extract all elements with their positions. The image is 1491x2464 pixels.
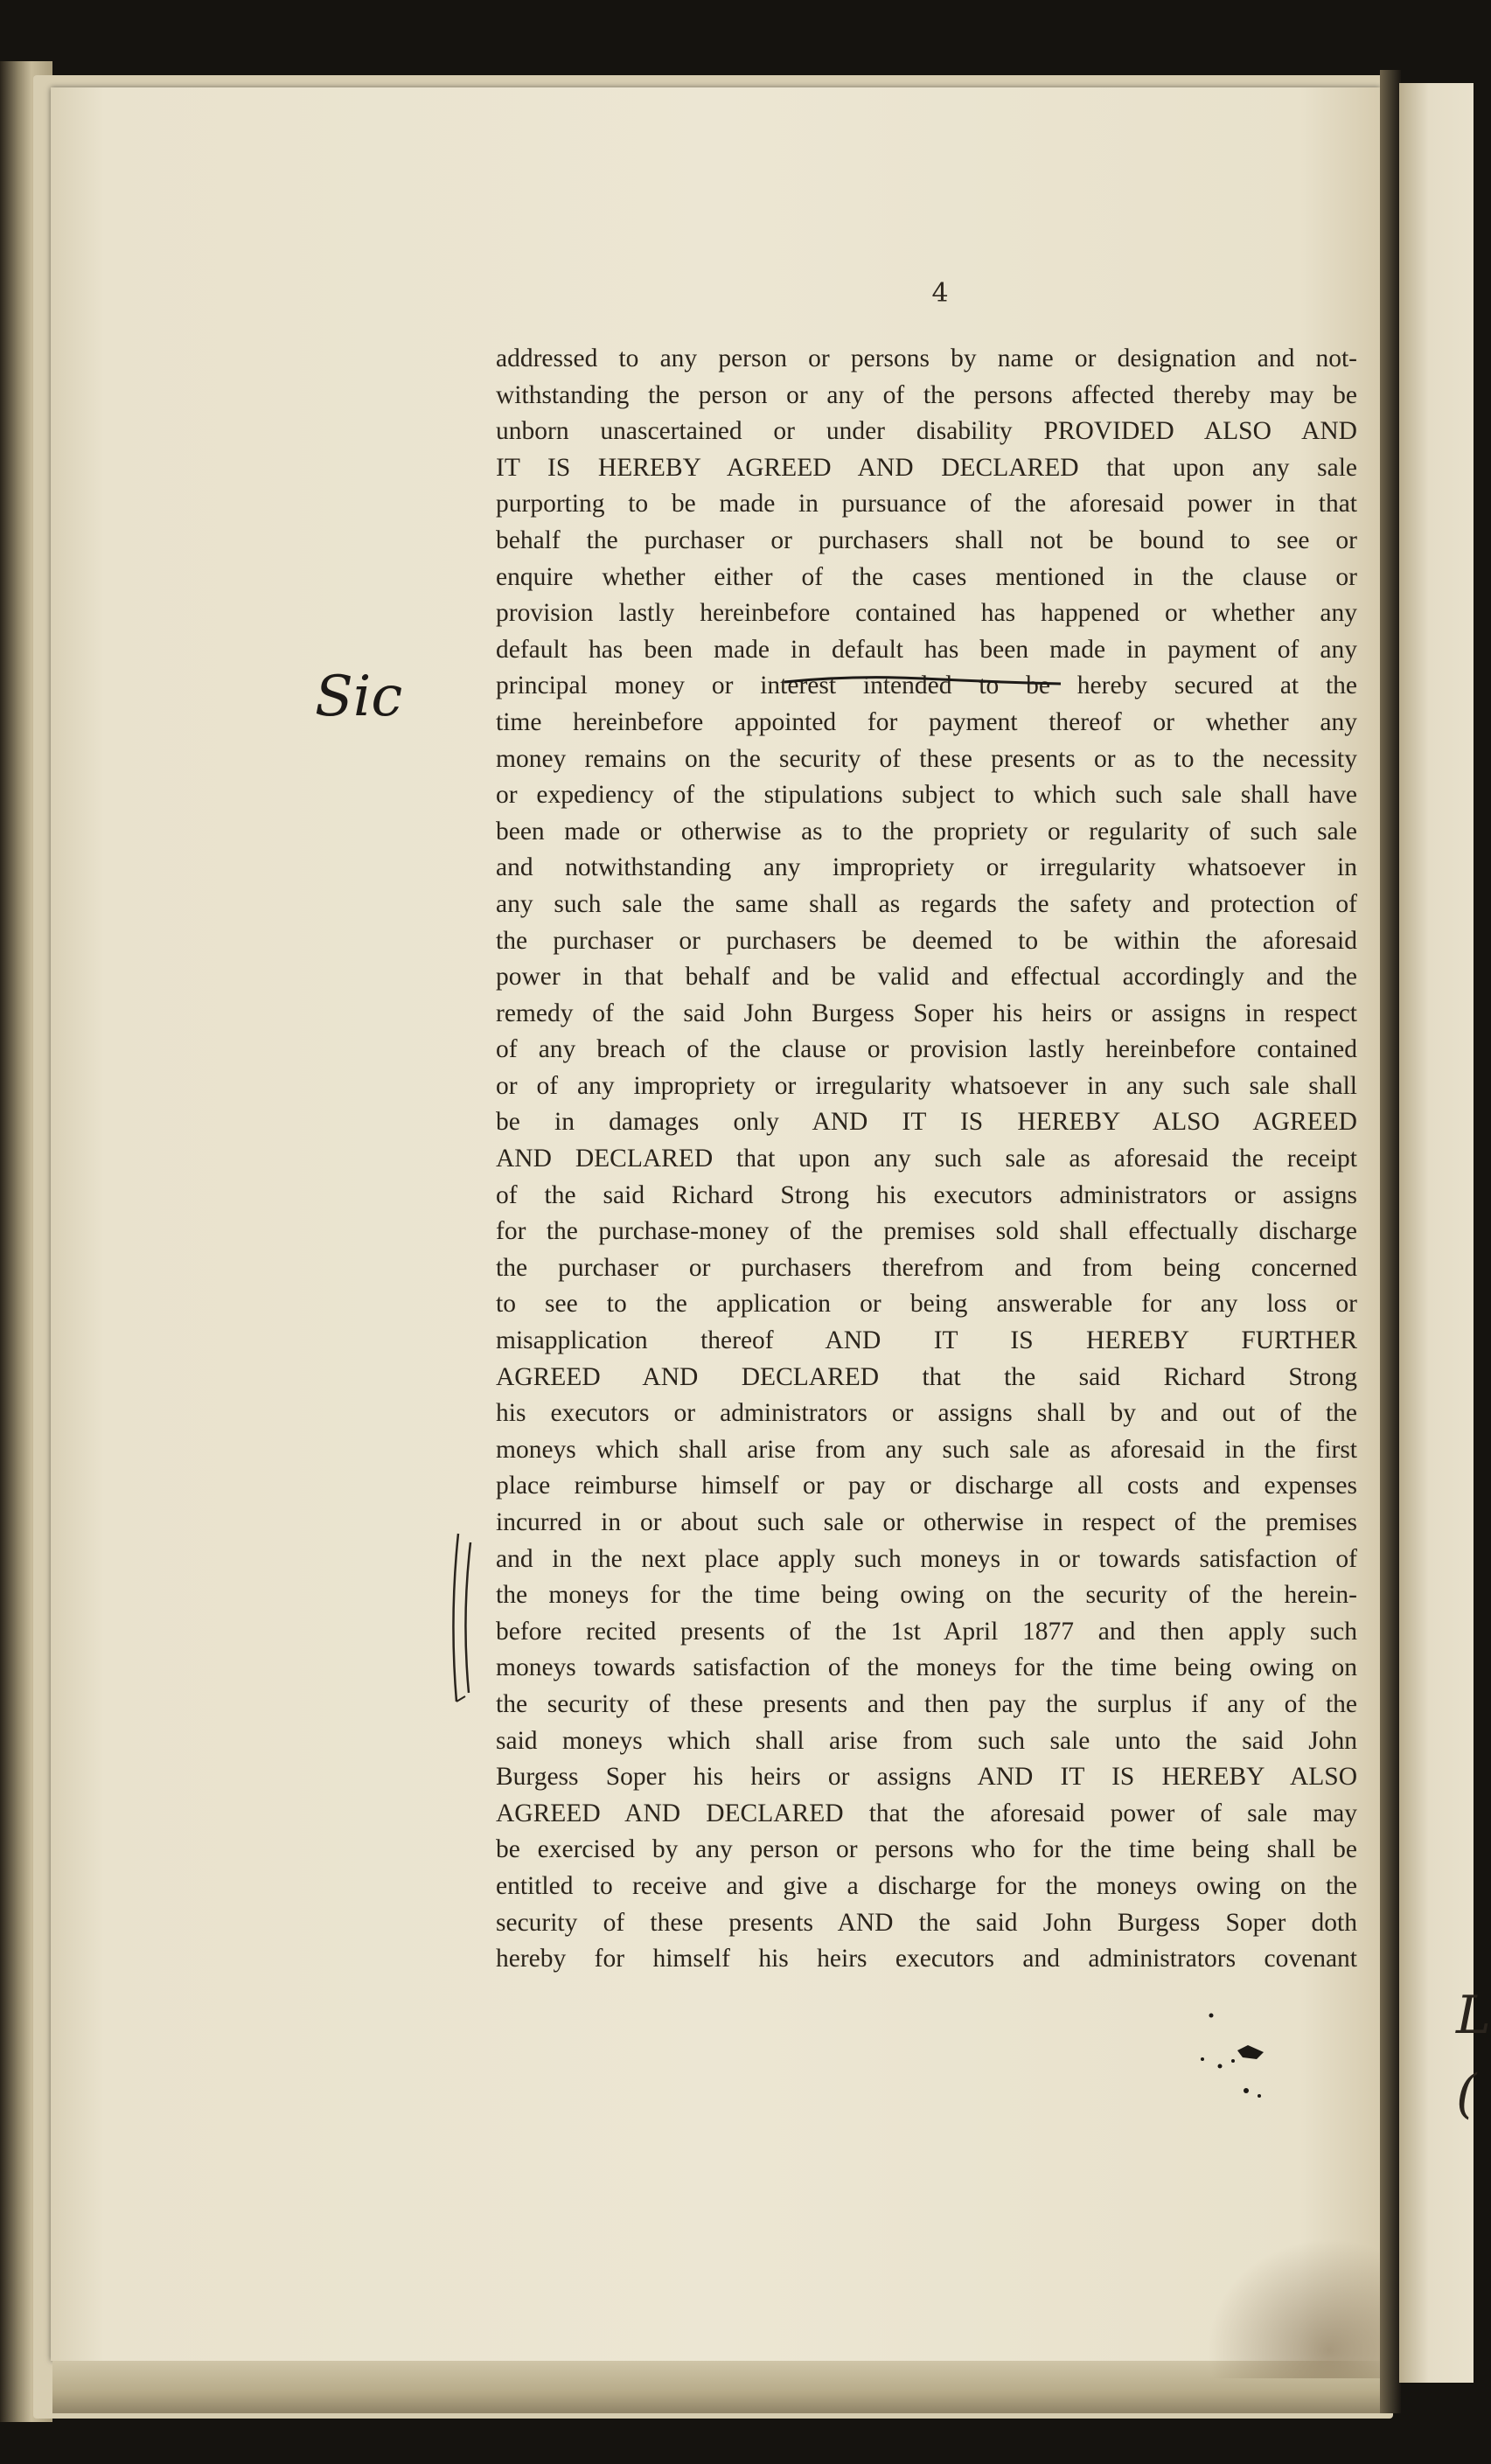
text-line: his executors or administrators or assigns shall by and out of the (496, 1399, 1357, 1428)
text-line: or expediency of the stipulations subject to which such sale shall have (496, 781, 1357, 810)
handwritten-underline (783, 673, 1063, 691)
text-line: behalf the purchaser or purchasers shall not be bound to see or (496, 526, 1357, 554)
text-line: the security of these presents and then pay the surplus if any of the (496, 1689, 1357, 1718)
text-line: hereby for himself his heirs executors and administrators covenant (496, 1945, 1357, 1973)
text-line: or of any impropriety or irregularity whatsoever in any such sale shall (496, 1071, 1357, 1100)
text-line: said moneys which shall arise from such sale unto the said John (496, 1726, 1357, 1755)
text-line: principal money or interest intended to be hereby secured at the (496, 672, 1357, 700)
text-line: remedy of the said John Burgess Soper his heirs or assigns in respect (496, 999, 1357, 1027)
text-line: for the purchase-money of the premises sold shall effectually discharge (496, 1217, 1357, 1246)
text-line: any such sale the same shall as regards the safety and protection of (496, 889, 1357, 918)
text-line: unborn unascertained or under disability PROVIDED ALSO AND (496, 417, 1357, 446)
text-line: moneys which shall arise from any such sale as aforesaid in the first (496, 1435, 1357, 1464)
text-line: and notwithstanding any impropriety or irregularity whatsoever in (496, 853, 1357, 882)
text-line: purporting to be made in pursuance of the aforesaid power in that (496, 490, 1357, 519)
text-line: to see to the application or being answerable for any loss or (496, 1290, 1357, 1319)
text-line: been made or otherwise as to the propriety or regularity of such sale (496, 817, 1357, 846)
paper-stain (1207, 2238, 1382, 2378)
text-line: enquire whether either of the cases mentioned in the clause or (496, 562, 1357, 591)
text-line: default has been made in default has been made in payment of any (496, 635, 1357, 664)
text-line: security of these presents AND the said John Burgess Soper doth (496, 1908, 1357, 1937)
text-line: the purchaser or purchasers be deemed to be within the aforesaid (496, 926, 1357, 955)
text-line: misapplication thereof AND IT IS HEREBY FURTHER (496, 1326, 1357, 1355)
text-line: be exercised by any person or persons who for the time being shall be (496, 1835, 1357, 1864)
facing-page-letter-1: L (1456, 1985, 1491, 2046)
text-line: provision lastly hereinbefore contained has happened or whether any (496, 599, 1357, 628)
book-gutter (1380, 70, 1401, 2413)
page-number: 4 (931, 278, 949, 309)
text-line: of the said Richard Strong his executors administrators or assigns (496, 1180, 1357, 1209)
text-line: AGREED AND DECLARED that the aforesaid power of sale may (496, 1799, 1357, 1827)
text-line: withstanding the person or any of the persons affected thereby may be (496, 380, 1357, 409)
text-line: time hereinbefore appointed for payment thereof or whether any (496, 707, 1357, 736)
text-line: moneys towards satisfaction of the moneys for the time being owing on (496, 1653, 1357, 1682)
text-line: entitled to receive and give a discharge for the moneys owing on the (496, 1871, 1357, 1900)
text-line: AND DECLARED that upon any such sale as aforesaid the receipt (496, 1145, 1357, 1173)
text-line: power in that behalf and be valid and effectual accordingly and the (496, 963, 1357, 992)
text-line: addressed to any person or persons by name or designation and not- (496, 345, 1357, 372)
margin-annotation-sic: Sic (315, 665, 403, 729)
text-line: place reimburse himself or pay or discharge all costs and expenses (496, 1472, 1357, 1500)
text-line: be in damages only AND IT IS HEREBY ALSO AGREED (496, 1108, 1357, 1137)
margin-bracket-mark (448, 1530, 483, 1705)
text-line: the moneys for the time being owing on the security of the herein- (496, 1581, 1357, 1610)
text-line: before recited presents of the 1st April 1877 and then apply such (496, 1617, 1357, 1646)
text-line: Burgess Soper his heirs or assigns AND IT IS HEREBY ALSO (496, 1763, 1357, 1792)
ink-spots (1194, 2007, 1290, 2103)
text-line: the purchaser or purchasers therefrom and from being concerned (496, 1253, 1357, 1282)
text-line: of any breach of the clause or provision lastly hereinbefore contained (496, 1035, 1357, 1064)
text-line: AGREED AND DECLARED that the said Richard Strong (496, 1362, 1357, 1391)
deed-text-block (496, 341, 1357, 1978)
facing-page-letter-2: ( (1456, 2064, 1477, 2125)
text-line: IT IS HEREBY AGREED AND DECLARED that upon any sale (496, 453, 1357, 482)
text-line: incurred in or about such sale or otherwise in respect of the premises (496, 1508, 1357, 1536)
text-line: money remains on the security of these presents or as to the necessity (496, 744, 1357, 773)
page-bottom-edge (52, 2361, 1390, 2413)
text-line: and in the next place apply such moneys in or towards satisfaction of (496, 1544, 1357, 1573)
